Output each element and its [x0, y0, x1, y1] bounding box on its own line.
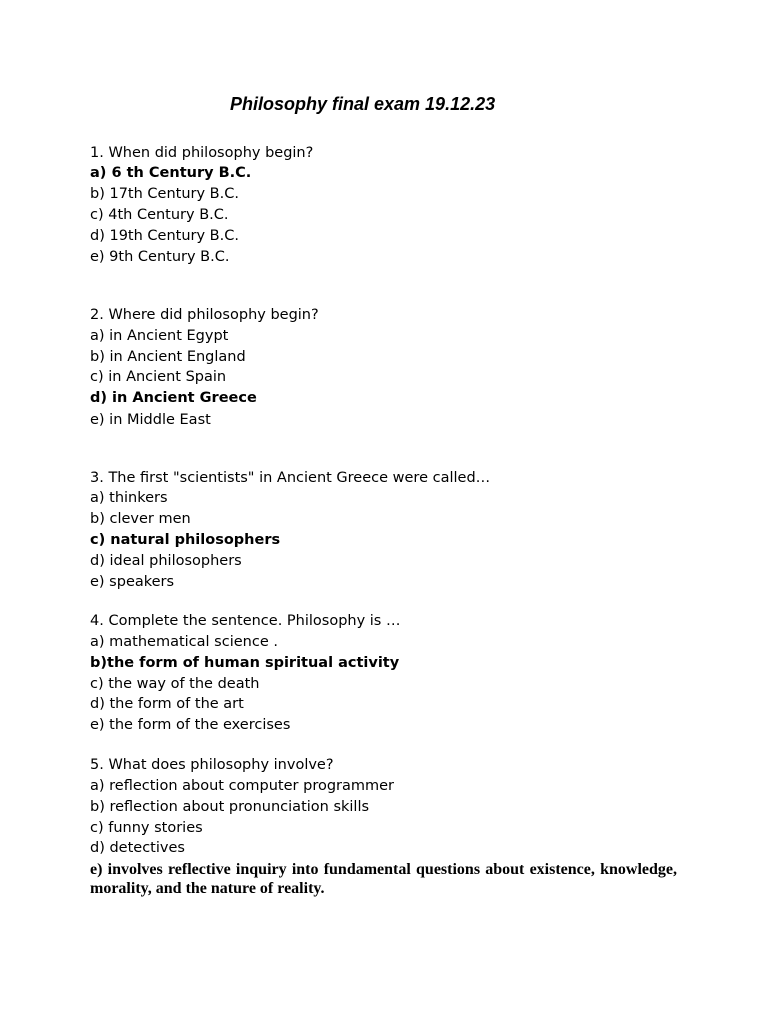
question-1: 1. When did philosophy begin?: [90, 145, 314, 161]
answer-4-a: a) mathematical science .: [90, 634, 278, 650]
answer-2-d-correct: d) in Ancient Greece: [90, 390, 257, 406]
answer-1-a-correct: a) 6 th Century B.C.: [90, 165, 252, 181]
answer-4-d: d) the form of the art: [90, 696, 244, 712]
answer-5-e-correct: e) involves reflective inquiry into fundamental questions about existence, knowledge, morality, and the nature of reality.: [90, 861, 677, 897]
answer-3-d: d) ideal philosophers: [90, 553, 242, 569]
answer-4-b-correct: b)the form of human spiritual activity: [90, 655, 400, 671]
answer-4-c: c) the way of the death: [90, 676, 260, 692]
question-5: 5. What does philosophy involve?: [90, 757, 334, 773]
answer-5-c: c) funny stories: [90, 820, 203, 836]
answer-2-b: b) in Ancient England: [90, 349, 246, 365]
answer-3-a: a) thinkers: [90, 490, 168, 506]
answer-3-e: e) speakers: [90, 574, 175, 590]
answer-5-b: b) reflection about pronunciation skills: [90, 799, 370, 815]
answer-1-e: e) 9th Century B.C.: [90, 249, 230, 265]
answer-2-a: a) in Ancient Egypt: [90, 328, 229, 344]
answer-5-a: a) reflection about computer programmer: [90, 778, 395, 794]
page-title: Philosophy final exam 19.12.23: [230, 94, 496, 114]
question-4: 4. Complete the sentence. Philosophy is …: [90, 613, 401, 629]
answer-4-e: e) the form of the exercises: [90, 717, 291, 733]
answer-2-e: e) in Middle East: [90, 412, 211, 428]
question-2: 2. Where did philosophy begin?: [90, 307, 319, 323]
answer-1-c: c) 4th Century B.C.: [90, 207, 229, 223]
answer-3-c-correct: c) natural philosophers: [90, 532, 281, 548]
answer-2-c: c) in Ancient Spain: [90, 369, 227, 385]
answer-1-b: b) 17th Century B.C.: [90, 186, 239, 202]
answer-3-b: b) clever men: [90, 511, 191, 527]
question-3: 3. The first "scientists" in Ancient Greece were called…: [90, 470, 491, 486]
answer-5-d: d) detectives: [90, 840, 185, 856]
answer-1-d: d) 19th Century B.C.: [90, 228, 239, 244]
